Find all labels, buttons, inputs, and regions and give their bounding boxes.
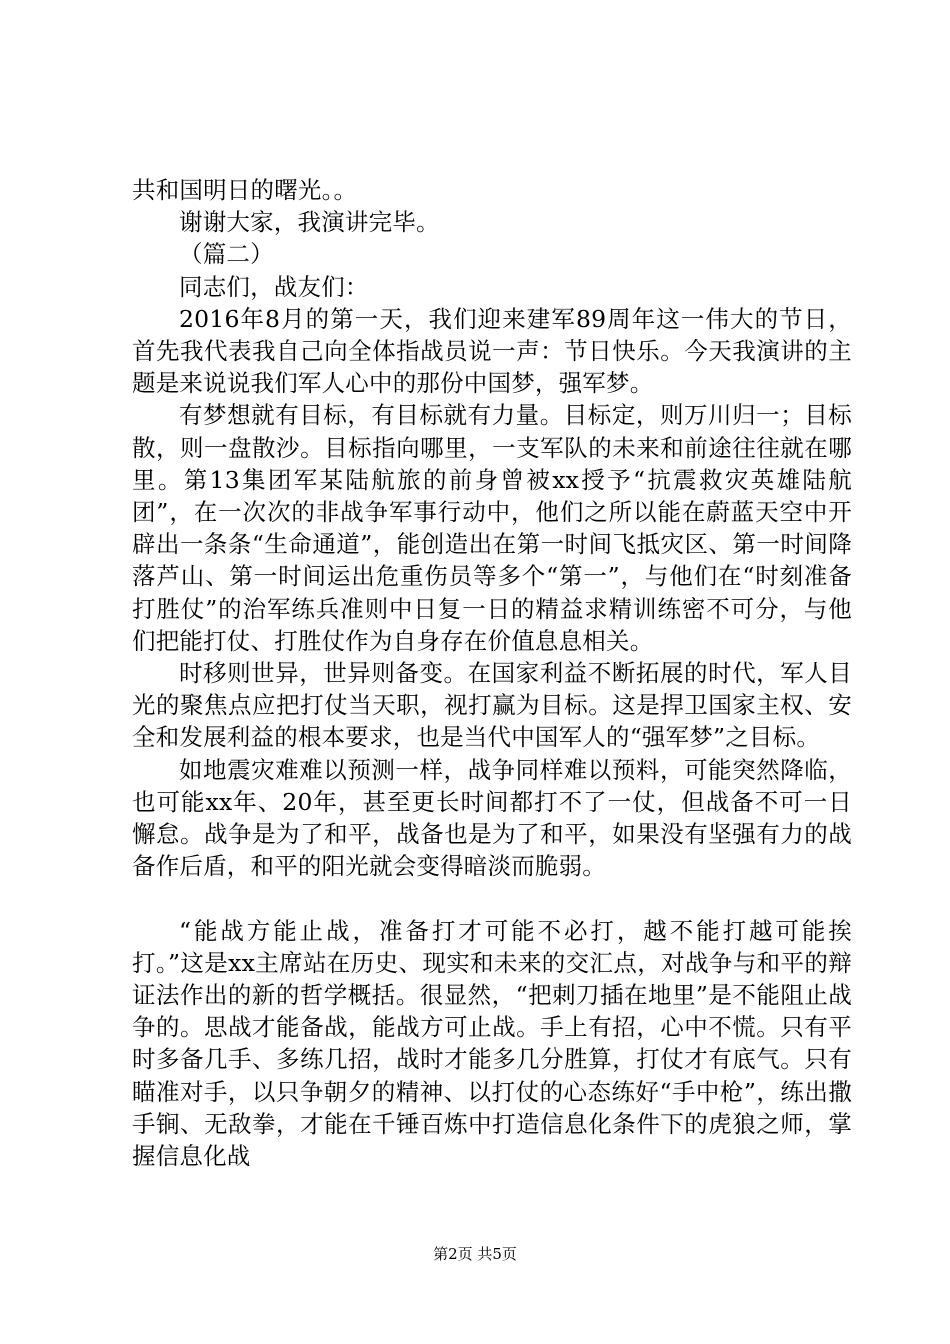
paragraph-salutation: 同志们，战友们： bbox=[179, 272, 369, 301]
paragraph-closing-thanks: 谢谢大家，我演讲完毕。 bbox=[179, 208, 440, 237]
paragraph-continuation: 共和国明日的曙光。。 bbox=[132, 176, 358, 204]
section-heading: （篇二） bbox=[179, 240, 274, 269]
paragraph-opening: 2016年8月的第一天，我们迎来建军89周年这一伟大的节日，首先我代表我自己向全体指战员说一声：节日快乐。今天我演讲的主题是来说说我们军人心中的那份中国梦，强军梦。 bbox=[132, 304, 852, 398]
paragraph-war-readiness: 如地震灾难难以预测一样，战争同样难以预料，可能突然降临，也可能xx年、20年，甚至更长时间都打不了一仗，但战备不可一日懈怠。战争是为了和平，战备也是为了和平，如果没有坚强有力的战备作后盾，和平的阳光就会变得暗淡而脆弱。 bbox=[132, 755, 852, 881]
paragraph-deterrence: “能战方能止战，准备打才可能不必打，越不能打越可能挨打。”这是xx主席站在历史、现实和未来的交汇点，对战争与和平的辩证法作出的新的哲学概括。很显然，“把刺刀插在地里”是不能阻止战争的。思战才能备战，能战方可止战。手上有招，心中不慌。只有平时多备几手、多练几招，战时才能多几分胜算，打仗才有底气。只有瞄准对手，以只争朝夕的精神、以打仗的心态练好“手中枪”，练出撒手锏、无敌拳，才能在千锤百炼中打造信息化条件下的虎狼之师，掌握信息化战 bbox=[132, 916, 852, 1171]
paragraph-dream-goal: 有梦想就有目标，有目标就有力量。目标定，则万川归一；目标散，则一盘散沙。目标指向哪里，一支军队的未来和前途往往就在哪里。第13集团军某陆航旅的前身曾被xx授予“抗震救灾英雄陆航团”，在一次次的非战争军事行动中，他们之所以能在蔚蓝天空中开辟出一条条“生命通道”，能创造出在第一时间飞抵灾区、第一时间降落芦山、第一时间运出危重伤员等多个“第一”，与他们在“时刻准备打胜仗”的治军练兵准则中日复一日的精益求精训练密不可分，与他们把能打仗、打胜仗作为自身存在价值息息相关。 bbox=[132, 401, 852, 655]
paragraph-spacer bbox=[132, 882, 852, 914]
page-footer: 第2页 共5页 bbox=[433, 1245, 517, 1263]
paragraph-times-change: 时移则世异，世异则备变。在国家利益不断拓展的时代，军人目光的聚焦点应把打仗当天职，视打赢为目标。这是捍卫国家主权、安全和发展利益的根本要求，也是当代中国军人的“强军梦”之目标。 bbox=[132, 659, 852, 752]
document-body bbox=[132, 174, 852, 1172]
